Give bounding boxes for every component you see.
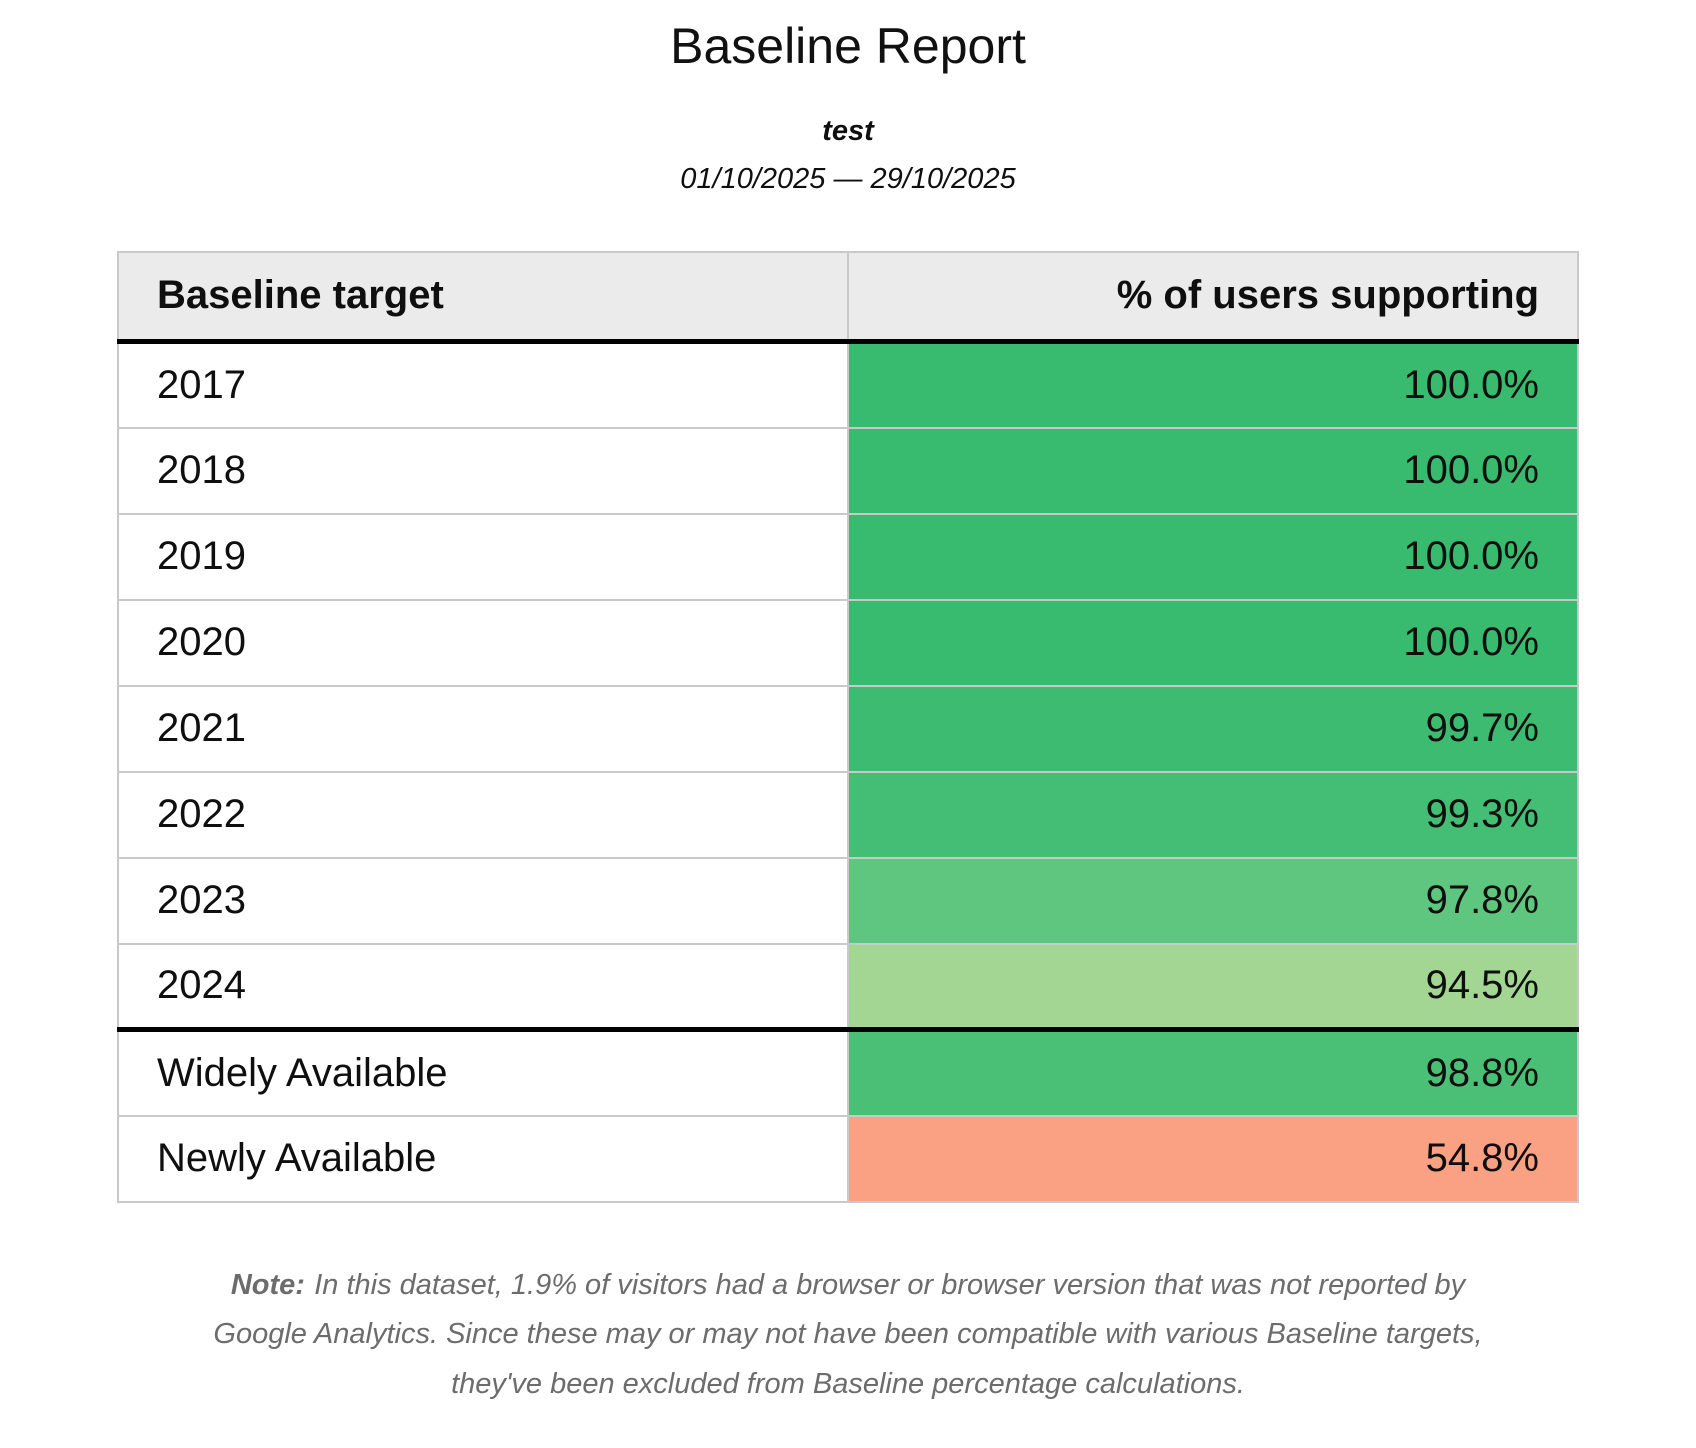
column-header-percent-supporting: % of users supporting: [848, 252, 1578, 342]
table-row: [118, 1116, 1578, 1202]
baseline-report-table: [117, 251, 1579, 1203]
table-header-row: [118, 252, 1578, 342]
baseline-target-cell: 2022: [118, 772, 848, 858]
baseline-target-cell: 2024: [118, 944, 848, 1030]
report-subtitle: test: [822, 115, 874, 147]
report-note: [193, 1261, 1503, 1411]
percent-supporting-cell: 100.0%: [848, 514, 1578, 600]
percent-supporting-cell: 97.8%: [848, 858, 1578, 944]
table-row: [118, 600, 1578, 686]
note-label: Note:: [230, 1268, 305, 1301]
table-row: [118, 428, 1578, 514]
baseline-target-cell: Widely Available: [118, 1030, 848, 1116]
baseline-target-cell: 2021: [118, 686, 848, 772]
report-date-range: 01/10/2025 — 29/10/2025: [680, 162, 1016, 195]
table-row: [118, 514, 1578, 600]
table-row: [118, 342, 1578, 428]
table-row: [118, 772, 1578, 858]
column-header-baseline-target: Baseline target: [118, 252, 848, 342]
page-title: Baseline Report: [670, 18, 1026, 74]
percent-supporting-cell: 100.0%: [848, 428, 1578, 514]
baseline-target-cell: 2023: [118, 858, 848, 944]
percent-supporting-cell: 54.8%: [848, 1116, 1578, 1202]
table-row: [118, 686, 1578, 772]
percent-supporting-cell: 94.5%: [848, 944, 1578, 1030]
table-row: [118, 944, 1578, 1030]
percent-supporting-cell: 98.8%: [848, 1030, 1578, 1116]
report-table-body: [118, 342, 1578, 1202]
baseline-target-cell: 2020: [118, 600, 848, 686]
baseline-target-cell: 2017: [118, 342, 848, 428]
percent-supporting-cell: 99.3%: [848, 772, 1578, 858]
percent-supporting-cell: 100.0%: [848, 342, 1578, 428]
baseline-target-cell: 2019: [118, 514, 848, 600]
percent-supporting-cell: 99.7%: [848, 686, 1578, 772]
note-text: In this dataset, 1.9% of visitors had a browser or browser version that was not reported by Google Analytics. Since these may or may not have been compatible with various Baseline targets, they've been excluded from Baseline percentage calculations.: [213, 1268, 1483, 1401]
baseline-target-cell: Newly Available: [118, 1116, 848, 1202]
table-row: [118, 858, 1578, 944]
table-row: [118, 1030, 1578, 1116]
percent-supporting-cell: 100.0%: [848, 600, 1578, 686]
baseline-target-cell: 2018: [118, 428, 848, 514]
